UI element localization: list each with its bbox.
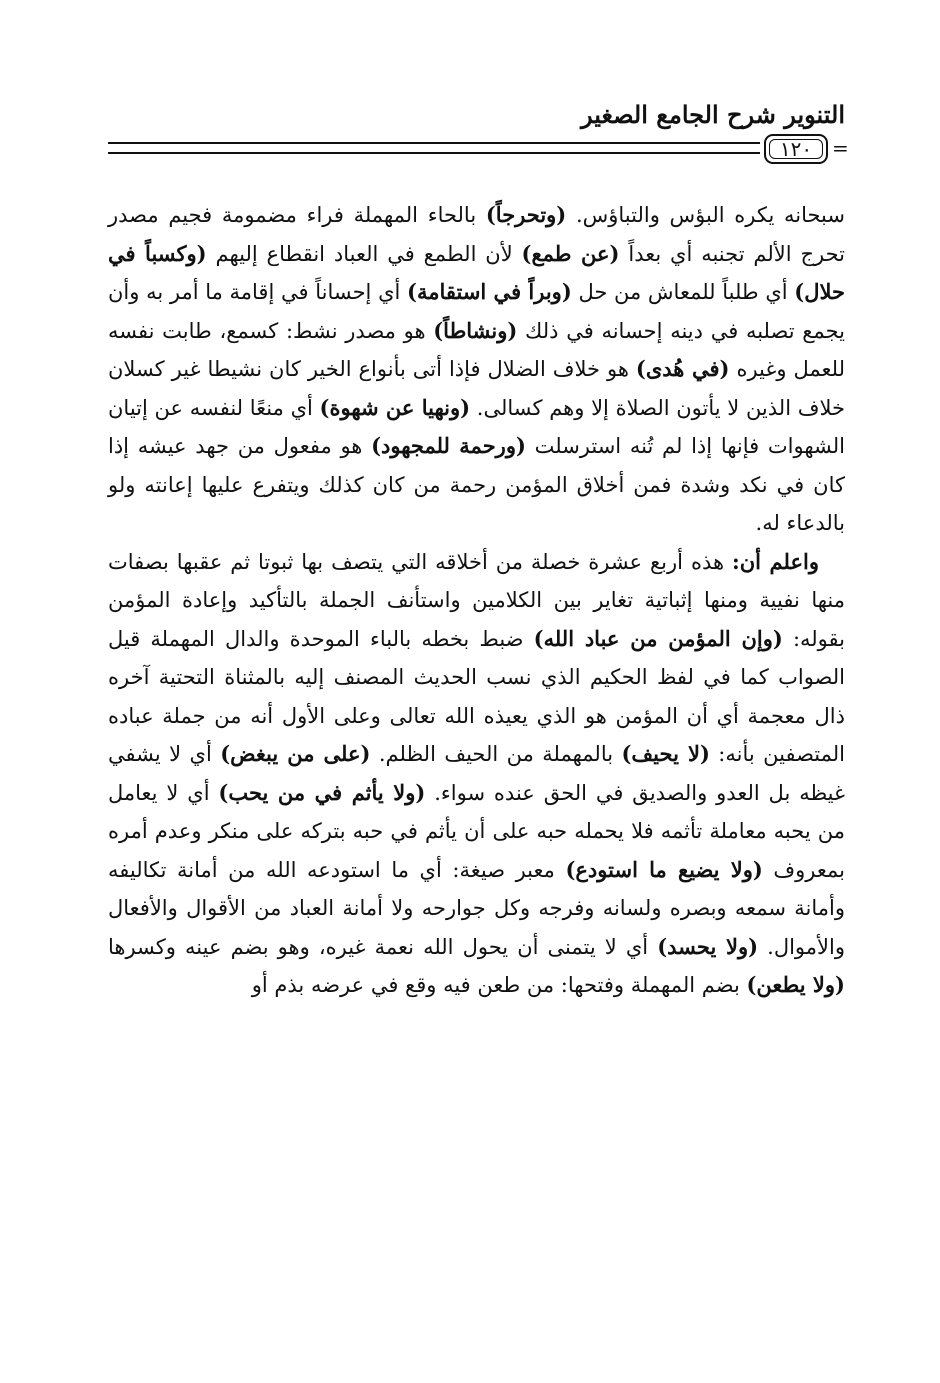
bold-term: (وتحرجاً) [485, 202, 567, 227]
bold-term: (في هُدى) [635, 356, 730, 381]
text-run: بضم المهملة وفتحها: من طعن فيه وقع في عرضه بذم أو [251, 973, 747, 997]
bold-term: واعلم أن: [731, 548, 819, 574]
header-rule-bottom [108, 152, 760, 154]
bold-term: (ورحمة للمجهود) [371, 433, 526, 458]
bold-term: (وبراً في استقامة) [407, 279, 572, 304]
text-run: أي إحساناً في إقامة ما أمر به وأن يجمع تصلبه في دينه إحسانه في ذلك [108, 280, 845, 343]
bold-term: (ولا يحسد) [657, 933, 759, 959]
text-run: ضبط بخطه بالباء الموحدة والدال المهملة قيل الصواب كما في لفظ الحكيم الذي نسب الحديث المصنف إليه بالمثناة التحتية آخره ذال معجمة أي أن المؤمن هو الذي يعيذه الله تعالى وعلى الأول أنه من جملة عباده المتصفين بأنه: [108, 626, 845, 766]
text-run: أي منعًا لنفسه عن إتيان الشهوات فإنها إذا لم تُنه استرسلت [108, 395, 845, 458]
text-run: أي لا يتمنى أن يحول الله نعمة غيره، وهو بضم عينه وكسرها [108, 934, 658, 959]
bold-term: (ونشاطاً) [433, 317, 518, 343]
text-run: لأن الطمع في العباد انقطاع إليهم [206, 241, 522, 266]
bold-term: (وإن المؤمن من عباد الله) [533, 625, 783, 651]
text-run: سبحانه يكره البؤس والتباؤس. [566, 203, 845, 227]
text-run: أي لا يعامل من يحبه معاملة تأثمه فلا يحمله حبه على أن يأثم في حبه بتركه على منكر وعدم أمره بمعروف [108, 780, 845, 882]
bold-term: (ولا يطعن) [746, 972, 845, 997]
bold-term: (ونهيا عن شهوة) [319, 394, 471, 420]
text-run: أي لا يشفي غيظه بل العدو والصديق في الحق عنده سواء. [108, 742, 845, 805]
page-number-mark: = [832, 136, 849, 160]
header-rule-top [108, 142, 760, 144]
bold-term: (على من يبغض) [220, 741, 371, 766]
bold-term: (لا يحيف) [621, 741, 710, 766]
text-run: معبر صيغة: أي ما استودعه الله من أمانة تكاليفه وأمانة سمعه وبصره ولسانه وفرجه وكل جوارحه ولا أمانة العباد من الأقوال والأفعال والأموال. [108, 857, 845, 959]
bold-term: (عن طمع) [521, 240, 620, 266]
bold-term: (وكسباً في حلال) [108, 240, 845, 304]
text-run: هو مفعول من جهد عيشه إذا كان في نكد وشدة فمن أخلاق المؤمن رحمة من كان كذلك ويتفرع عليها إعانته ولو بالدعاء له. [108, 434, 845, 535]
text-run: أي طلباً للمعاش من حل [571, 280, 795, 304]
page-number: ١٢٠ [764, 134, 828, 164]
page-title: التنوير شرح الجامع الصغير [581, 100, 845, 129]
text-run: هو خلاف الضلال فإذا أتى بأنواع الخير كان نشيطا غير كسلان خلاف الذين لا يأتون الصلاة إلا وهم كسالى. [108, 357, 845, 420]
text-run: بالحاء المهملة فراء مضمومة فجيم مصدر تحرج الألم تجنبه أي بعداً [108, 203, 846, 266]
bold-term: (ولا يأثم في من يحب) [218, 779, 426, 805]
paragraph-2 [108, 543, 845, 1005]
text-run: هذه أربع عشرة خصلة من أخلاقه التي يتصف بها ثبوتا ثم عقبها بصفات منها نفيية ومنها إثباتية تغاير بين الكلامين واستأنف الجملة بالتأكيد وإعادة المؤمن بقوله: [108, 549, 845, 651]
paragraph-1 [108, 196, 845, 543]
text-run: بالمهملة من الحيف الظلم. [370, 742, 622, 766]
bold-term: (ولا يضيع ما استودع) [565, 856, 763, 882]
text-run: هو مصدر نشط: كسمع، طابت نفسه للعمل وغيره [108, 318, 845, 381]
page-body [108, 196, 845, 1005]
